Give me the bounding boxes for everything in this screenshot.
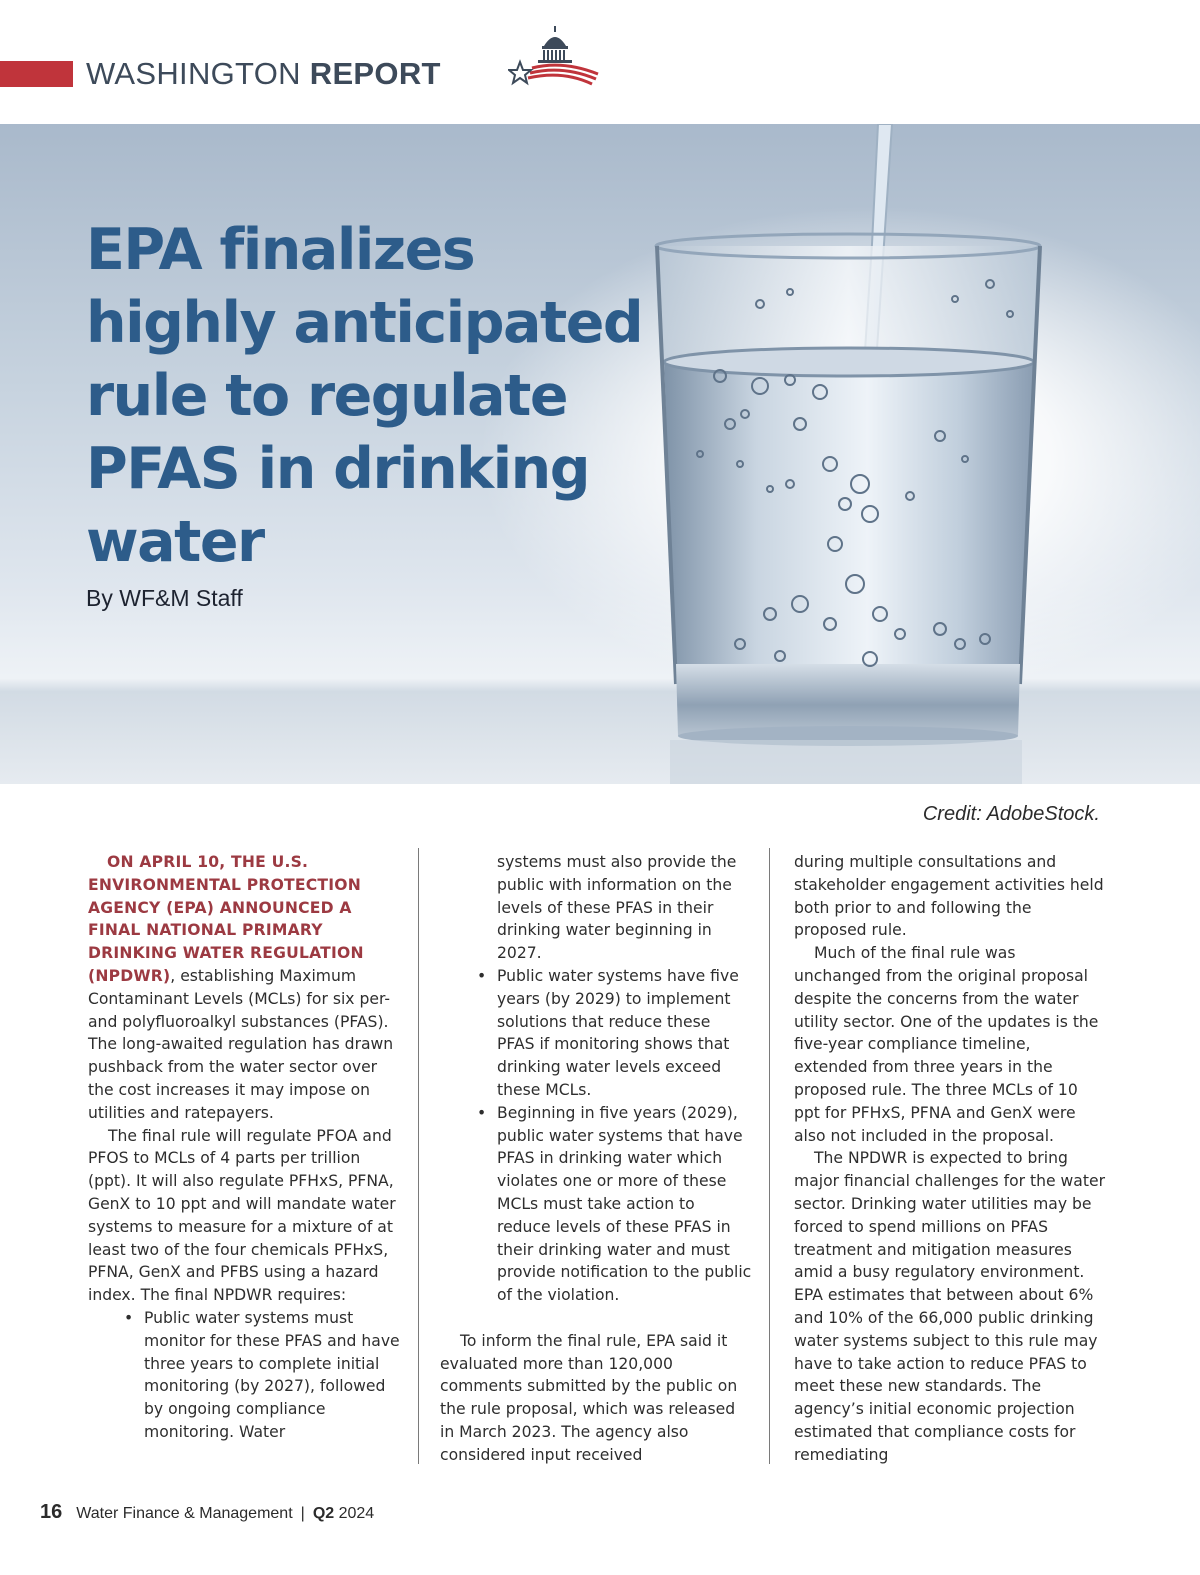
page-number: 16 (40, 1501, 63, 1523)
publication-name: Water Finance & Management (76, 1505, 293, 1522)
article-byline: By WF&M Staff (86, 585, 243, 611)
paragraph: Much of the final rule was unchanged from the original proposal despite the concerns from the water utility sector. One of the updates is the five-year compliance timeline, extended from three years in the proposed rule. The three MCLs of 10 ppt for PFHxS, PFNA and GenX were also not included in the proposal. (794, 944, 1099, 1145)
lead-paragraph-text: , establishing Maximum Contaminant Levels (MCLs) for six per- and polyfluoroalkyl substances (PFAS). The long-awaited regulation has drawn pushback from the water sector over the cost increases it may impose on utilities and ratepayers. (88, 966, 394, 1122)
section-title-light: WASHINGTON (86, 56, 310, 91)
lead-paragraph (88, 851, 400, 1125)
footer-separator: | (300, 1505, 305, 1522)
article-headline: EPA finalizes highly anticipated rule to regulate PFAS in drinking water (86, 217, 643, 575)
requirements-list (440, 965, 752, 1307)
page-footer (40, 1498, 374, 1526)
column-divider (769, 848, 770, 1464)
list-item-continued: systems must also provide the public with information on the levels of these PFAS in their drinking water beginning in 2027. (497, 853, 737, 963)
paragraph: during multiple consultations and stakeholder engagement activities held both prior to and following the proposed rule. (794, 853, 1104, 940)
paragraph: The NPDWR is expected to bring major financial challenges for the water sector. Drinking water utilities may be forced to spend millions on PFAS treatment and mitigation measures amid a busy regulatory environment. EPA estimates that between about 6% and 10% of the 66,000 public drinking water systems subject to this rule may have to take action to reduce PFAS to meet these new standards. The agency’s initial economic projection estimated that compliance costs for remediating (794, 1149, 1105, 1464)
list-item: • Beginning in five years (2029), public water systems that have PFAS in drinking water which violates one or more of these MCLs must take action to reduce levels of these PFAS in their drinking water and must provide notification to the public of the violation. (477, 1103, 752, 1305)
list-item: • Public water systems must monitor for these PFAS and have three years to complete initial monitoring (by 2027), followed by ongoing compliance monitoring. Water (124, 1308, 400, 1441)
article-column-3 (794, 851, 1106, 1467)
issue-year: 2024 (334, 1505, 375, 1522)
lead-in-text: ON APRIL 10, THE U.S. ENVIRONMENTAL PROTECTION AGENCY (EPA) ANNOUNCED A FINAL NATIONAL PRIMARY DRINKING WATER REGULATION (NPDWR) (88, 853, 364, 985)
section-title-bold: REPORT (309, 56, 441, 91)
issue-quarter: Q2 (312, 1505, 335, 1522)
paragraph: To inform the final rule, EPA said it evaluated more than 120,000 comments submitted by the public on the rule proposal, which was released in March 2023. The agency also considered input received (440, 1331, 738, 1464)
hero-image (0, 124, 1200, 784)
list-item-text: Public water systems have five years (by 2029) to implement solutions that reduce these PFAS if monitoring shows that drinking water levels exceed these MCLs. (497, 966, 739, 1099)
requirements-list (88, 1307, 400, 1444)
list-item-text: Public water systems must monitor for these PFAS and have three years to complete initial monitoring (by 2027), followed by ongoing compliance monitoring. Water (144, 1308, 400, 1441)
image-credit: Credit: AdobeStock. (922, 803, 1100, 825)
column-divider (418, 848, 419, 1464)
list-item-text: Beginning in five years (2029), public water systems that have PFAS in drinking water which violates one or more of these MCLs must take action to reduce levels of these PFAS in their drinking water and must provide notification to the public of the violation. (497, 1103, 752, 1305)
article-column-1 (88, 851, 400, 1444)
paragraph: The final rule will regulate PFOA and PFOS to MCLs of 4 parts per trillion (ppt). It will also regulate PFHxS, PFNA, GenX to 10 ppt and will mandate water systems to measure for a mixture of at least two of the four chemicals PFHxS, PFNA, GenX and PFBS using a hazard index. The final NPDWR requires: (88, 1126, 396, 1305)
section-title (86, 54, 441, 94)
article-column-2 (440, 851, 752, 1467)
list-item: • Public water systems have five years (by 2029) to implement solutions that reduce these PFAS if monitoring shows that drinking water levels exceed these MCLs. (477, 966, 739, 1099)
header-accent-bar (0, 61, 73, 87)
capitol-dome-star-logo (508, 24, 600, 90)
